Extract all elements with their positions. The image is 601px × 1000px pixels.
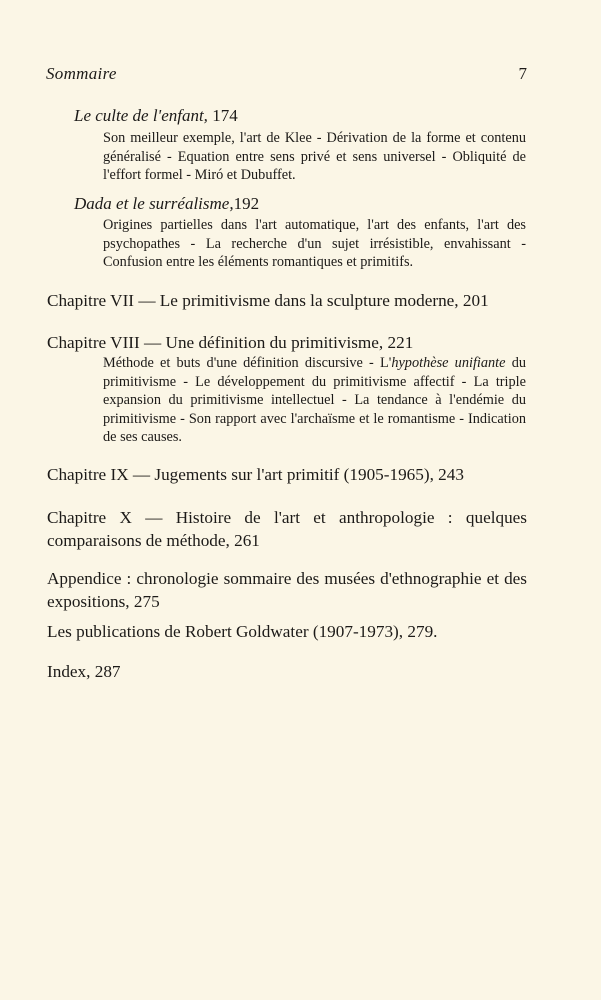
section-title-culte-enfant <box>74 106 238 126</box>
chapter-10-entry: Chapitre X — Histoire de l'art et anthropologie : quelques comparaisons de méthode, 261 <box>47 508 527 550</box>
section-title-text: Le culte de l'enfant, <box>74 106 208 125</box>
section-summary-dada: Origines partielles dans l'art automatique, l'art des enfants, l'art des psychopathes - La recherche d'un sujet irrésistible, envahissant - Confusion entre les éléments romantiques et primitifs. <box>103 217 526 270</box>
chapter-8-entry: Chapitre VIII — Une définition du primitivisme, 221 <box>47 333 414 352</box>
section-page-ref: 192 <box>233 194 260 213</box>
page-number: 7 <box>518 64 527 83</box>
chapter-8-summary <box>103 354 526 447</box>
appendix-entry: Appendice : chronologie sommaire des musées d'ethnographie et des expositions, 275 <box>47 569 527 611</box>
running-head <box>46 64 527 88</box>
chapter-8-summary-part2: du primitivisme - Le développement du primitivisme affectif - La triple expansion du primitivisme intellectuel - La tendance à l'endémie du primitivisme - Son rapport avec l'archaïsme et le romantisme - Indication de ses causes. <box>103 355 526 445</box>
publications-entry: Les publications de Robert Goldwater (1907-1973), 279. <box>47 622 438 641</box>
chapter-8-summary-italic: hypothèse unifiante <box>391 355 506 371</box>
chapter-9-entry: Chapitre IX — Jugements sur l'art primitif (1905-1965), 243 <box>47 465 464 484</box>
section-title-text: Dada et le surréalisme, <box>74 194 234 213</box>
section-summary-culte-enfant: Son meilleur exemple, l'art de Klee - Dérivation de la forme et contenu généralisé - Equation entre sens privé et sens universel - Obliquité de l'effort formel - Miró et Dubuffet. <box>103 130 526 183</box>
index-entry: Index, 287 <box>47 662 121 681</box>
chapter-8-summary-part1: Méthode et buts d'une définition discursive - L' <box>103 355 392 371</box>
chapter-7-entry: Chapitre VII — Le primitivisme dans la sculpture moderne, 201 <box>47 291 489 310</box>
section-title-dada <box>74 194 259 214</box>
section-page-ref: 174 <box>207 106 238 125</box>
running-title: Sommaire <box>46 64 117 83</box>
